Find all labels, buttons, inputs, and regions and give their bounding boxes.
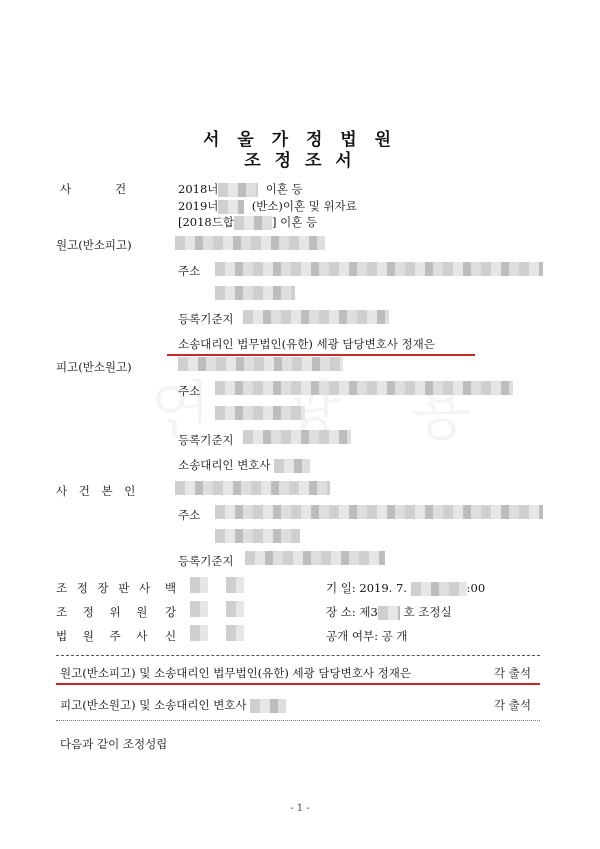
location-label: 장 소 xyxy=(326,605,352,619)
case-name-3: ] 이혼 등 xyxy=(271,215,318,229)
public-value: : 공 개 xyxy=(374,629,408,643)
defendant-address-redaction-2 xyxy=(215,406,305,420)
redaction xyxy=(250,699,286,713)
red-underline xyxy=(56,683,540,685)
defendant-address-redaction xyxy=(215,381,513,395)
attendance-line-1: 원고(반소피고) 및 소송대리인 법무법인(유한) 세광 담당변호사 정재은 xyxy=(60,666,411,680)
attendance-text-2: 피고(반소원고) 및 소송대리인 변호사 xyxy=(60,698,247,712)
date-value: : 2019. 7. xyxy=(351,581,407,595)
plaintiff-representative: 소송대리인 법무법인(유한) 세광 담당변호사 정재은 xyxy=(178,337,435,351)
defendant-address-label: 주소 xyxy=(178,384,201,398)
mediator-surname: 강 xyxy=(165,605,177,619)
case-number-1: 2018너 xyxy=(178,182,219,196)
defendant-rep-text: 소송대리인 변호사 xyxy=(178,458,271,472)
principal-registry-label: 등록기준지 xyxy=(178,554,234,568)
attendance-line-2 xyxy=(60,697,286,713)
plaintiff-address-redaction xyxy=(215,262,543,276)
clerk-surname: 신 xyxy=(165,629,177,643)
location-value: : 제3 xyxy=(351,605,378,619)
plaintiff-name-redaction xyxy=(175,236,325,250)
attendance-status-2: 각 출석 xyxy=(494,698,531,712)
case-name-2: (반소)이혼 및 위자료 xyxy=(251,199,357,213)
case-number-3: [2018드합 xyxy=(178,215,234,229)
plaintiff-address-redaction-2 xyxy=(215,286,295,300)
principal-address-redaction-2 xyxy=(215,529,300,543)
presiding-judge-label: 조 정 장 판 사 xyxy=(56,581,154,595)
location-row xyxy=(326,604,452,620)
defendant-registry-label: 등록기준지 xyxy=(178,433,234,447)
defendant-label: 피고(반소원고) xyxy=(56,360,132,374)
redaction xyxy=(218,183,258,197)
principal-address-redaction xyxy=(215,505,543,519)
case-line-3 xyxy=(178,214,317,230)
document-title: 조 정 조 서 xyxy=(244,151,356,171)
court-name: 서 울 가 정 법 원 xyxy=(202,130,398,150)
case-name-1: 이혼 등 xyxy=(265,182,303,196)
page-number: - 1 - xyxy=(290,803,310,814)
redaction xyxy=(226,577,244,593)
case-line-2 xyxy=(178,198,357,214)
principal-address-label: 주소 xyxy=(178,508,201,522)
redaction xyxy=(226,625,244,641)
redaction xyxy=(234,216,272,230)
location-suffix: 호 조정실 xyxy=(403,605,452,619)
presiding-judge-surname: 백 xyxy=(165,581,177,595)
redaction xyxy=(190,625,208,641)
clerk-label: 법 원 주 사 xyxy=(56,629,154,643)
case-label: 사 건 xyxy=(60,182,127,196)
redaction xyxy=(411,582,467,596)
case-line-1 xyxy=(178,181,303,197)
principal-name-redaction xyxy=(175,481,330,495)
defendant-registry-redaction xyxy=(243,430,351,444)
principal-registry-redaction xyxy=(245,551,385,565)
divider xyxy=(56,720,540,721)
attendance-status-1: 각 출석 xyxy=(494,666,531,680)
redaction xyxy=(226,601,244,617)
plaintiff-label: 원고(반소피고) xyxy=(56,238,132,252)
date-time-suffix: :00 xyxy=(466,581,486,595)
defendant-name-redaction xyxy=(178,357,343,371)
date-label: 기 일 xyxy=(326,581,352,595)
plaintiff-registry-label: 등록기준지 xyxy=(178,312,234,326)
red-underline xyxy=(167,354,475,356)
case-number-2: 2019너 xyxy=(178,199,219,213)
redaction xyxy=(378,606,400,620)
date-row xyxy=(326,580,485,596)
plaintiff-registry-redaction xyxy=(243,310,389,324)
redaction xyxy=(190,577,208,593)
closing-text: 다음과 같이 조정성립 xyxy=(60,737,168,751)
defendant-representative xyxy=(178,457,310,473)
divider xyxy=(56,655,540,656)
plaintiff-address-label: 주소 xyxy=(178,264,201,278)
principal-label: 사 건 본 인 xyxy=(56,484,140,498)
public-label: 공개 여부 xyxy=(326,629,375,643)
public-row xyxy=(326,628,408,644)
redaction xyxy=(218,200,244,214)
redaction xyxy=(190,601,208,617)
redaction xyxy=(274,459,310,473)
mediator-label: 조 정 위 원 xyxy=(56,605,154,619)
